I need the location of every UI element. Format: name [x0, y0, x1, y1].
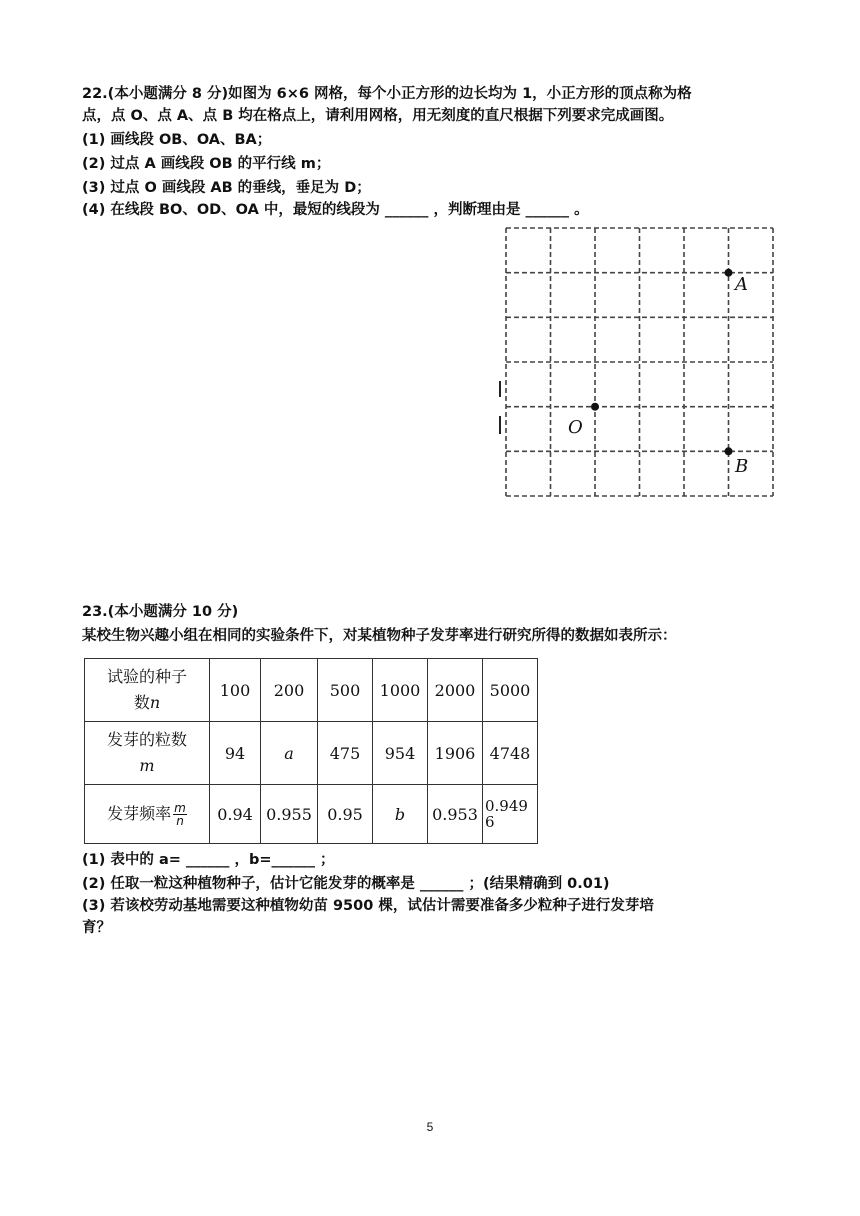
table-cell: 2000: [428, 659, 483, 722]
point-b-dot: [725, 447, 733, 455]
table-cell: 0.955: [261, 785, 318, 844]
table-cell: 5000: [483, 659, 538, 722]
table-cell: 1000: [373, 659, 428, 722]
q23-item2: (2) 任取一粒这种植物种子，估计它能发芽的概率是 ______ ；(结果精确到 0.01): [82, 876, 610, 892]
q22-line2: 点，点 O、点 A、点 B 均在格点上，请利用网格，用无刻度的直尺根据下列要求完成画图。: [82, 108, 674, 124]
q23-item1: (1) 表中的 a= ______ ，b=______ ；: [82, 852, 335, 868]
q23-intro: 某校生物兴趣小组在相同的实验条件下，对某植物种子发芽率进行研究所得的数据如表所示：: [82, 628, 677, 644]
q22-header: 22.(本小题满分 8 分)如图为 6×6 网格，每个小正方形的边长均为 1，小正方形的顶点称为格: [82, 86, 692, 102]
point-o-label: O: [568, 417, 583, 438]
table-cell: 200: [261, 659, 318, 722]
table-cell: 4748: [483, 722, 538, 785]
m-over-n-fraction: $\frac{m}{n}$: [174, 801, 186, 828]
table-cell: 475: [318, 722, 373, 785]
table-cell: a: [261, 722, 318, 785]
point-a-label: A: [735, 274, 748, 295]
table-cell: 0.949 6: [483, 785, 538, 844]
q22-item3: (3) 过点 O 画线段 AB 的垂线，垂足为 D；: [82, 180, 371, 196]
table-cell: b: [373, 785, 428, 844]
q23-header: 23.(本小题满分 10 分): [82, 604, 239, 620]
table-cell: 0.94: [210, 785, 261, 844]
table-cell: 0.953: [428, 785, 483, 844]
row-label-m: 发芽的粒数 m: [85, 722, 210, 785]
table-cell: 1906: [428, 722, 483, 785]
table-cell: 500: [318, 659, 373, 722]
q22-item1: (1) 画线段 OB、OA、BA；: [82, 132, 272, 148]
table-cell: 94: [210, 722, 261, 785]
table-cell: 0.95: [318, 785, 373, 844]
table-row: [85, 659, 538, 722]
point-o-dot: [591, 403, 599, 411]
table-row: [85, 785, 538, 844]
point-a-dot: [725, 269, 733, 277]
table-cell: 100: [210, 659, 261, 722]
grid-figure: [498, 224, 780, 500]
table-cell: 954: [373, 722, 428, 785]
table-row: [85, 722, 538, 785]
q22-item4: (4) 在线段 BO、OD、OA 中，最短的线段为 ______ ，判断理由是 ______ 。: [82, 202, 589, 218]
q22-item2: (2) 过点 A 画线段 OB 的平行线 m；: [82, 156, 331, 172]
q23-item3a: (3) 若该校劳动基地需要这种植物幼苗 9500 棵，试估计需要准备多少粒种子进行发芽培: [82, 898, 654, 914]
row-label-frequency: 发芽频率 $\frac{m}{n}$: [85, 785, 210, 844]
point-b-label: B: [735, 456, 749, 477]
q23-item3b: 育？: [82, 920, 111, 936]
page-number: 5: [426, 1120, 434, 1134]
germination-table: [84, 658, 538, 844]
row-label-n: 试验的种子 数n: [85, 659, 210, 722]
